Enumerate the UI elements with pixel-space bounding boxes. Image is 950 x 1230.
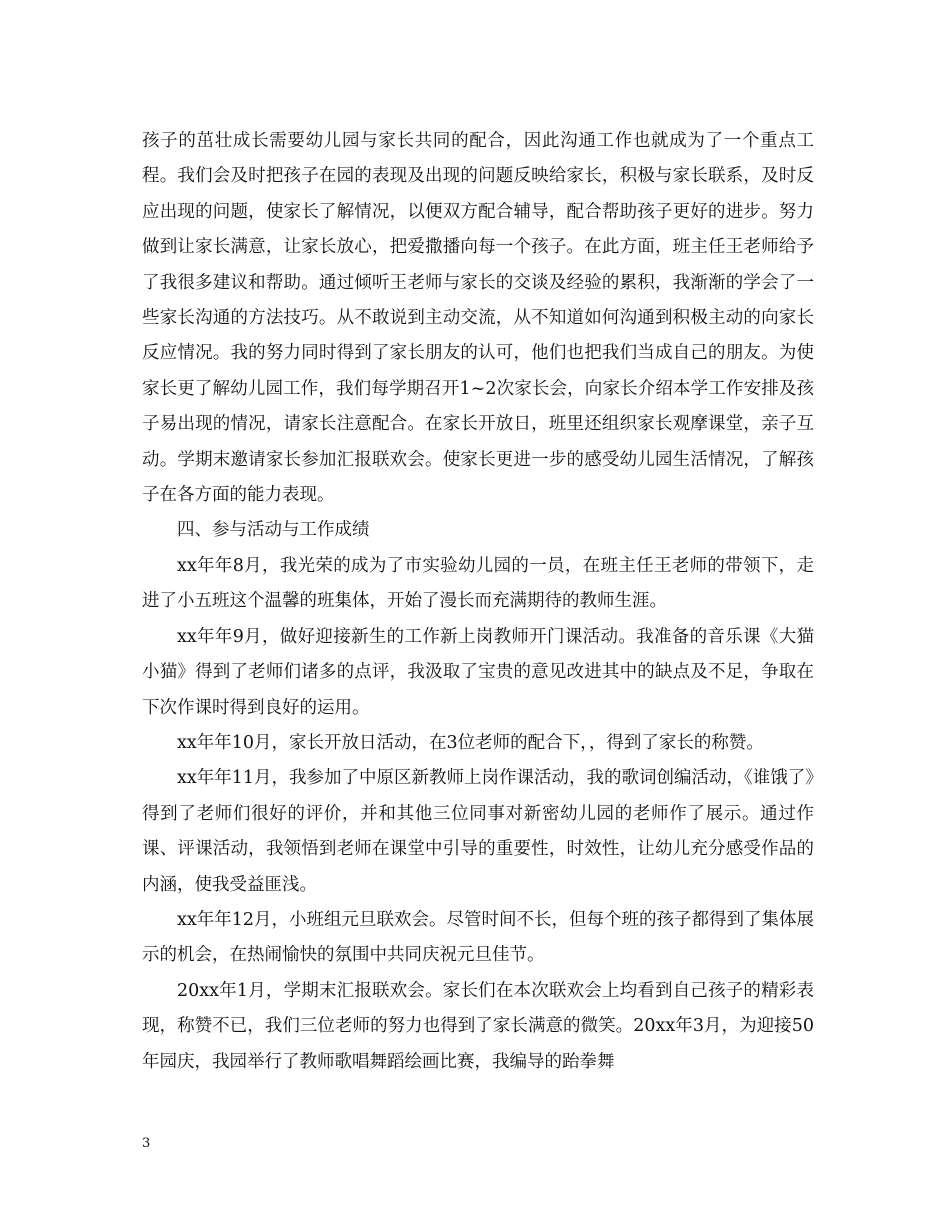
section-heading-activities: 四、参与活动与工作成绩 — [177, 520, 370, 541]
paragraph-january-march: 20xx年1月，学期末汇报联欢会。家长们在本次联欢会上均看到自己孩子的精彩表现，称赞不已，我们三位老师的努力也得到了家长满意的微笑。20xx年3月，为迎接50年园庆，我园举行了教师歌唱舞蹈绘画比赛，我编导的跆拳舞 — [142, 980, 814, 1072]
paragraph-august: xx年年8月，我光荣的成为了市实验幼儿园的一员，在班主任王老师的带领下，走进了小五班这个温馨的班集体，开始了漫长而充满期待的教师生涯。 — [142, 555, 814, 612]
paragraph-parent-communication: 孩子的茁壮成长需要幼儿园与家长共同的配合，因此沟通工作也就成为了一个重点工程。我们会及时把孩子在园的表现及出现的问题反映给家长，积极与家长联系，及时反应出现的问题，使家长了解情况，以便双方配合辅导，配合帮助孩子更好的进步。努力做到让家长满意，让家长放心，把爱撒播向每一个孩子。在此方面，班主任王老师给予了我很多建议和帮助。通过倾听王老师与家长的交谈及经验的累积，我渐渐的学会了一些家长沟通的方法技巧。从不敢说到主动交流，从不知道如何沟通到积极主动的向家长反应情况。我的努力同时得到了家长朋友的认可，他们也把我们当成自己的朋友。为使家长更了解幼儿园工作，我们每学期召开1~2次家长会，向家长介绍本学工作安排及孩子易出现的情况，请家长注意配合。在家长开放日，班里还组织家长观摩课堂，亲子互动。学期末邀请家长参加汇报联欢会。使家长更进一步的感受幼儿园生活情况，了解孩子在各方面的能力表现。 — [142, 131, 814, 506]
page-number: 3 — [142, 1136, 151, 1151]
paragraph-september: xx年年9月，做好迎接新生的工作新上岗教师开门课活动。我准备的音乐课《大猫小猫》得到了老师们诸多的点评，我汲取了宝贵的意见改进其中的缺点及不足，争取在下次作课时得到良好的运用。 — [142, 626, 814, 718]
document-body — [142, 124, 814, 1080]
paragraph-december: xx年年12月，小班组元旦联欢会。尽管时间不长，但每个班的孩子都得到了集体展示的机会，在热闹愉快的氛围中共同庆祝元旦佳节。 — [142, 909, 815, 966]
paragraph-october: xx年年10月，家长开放日活动，在3位老师的配合下，，得到了家长的称赞。 — [177, 732, 764, 753]
paragraph-november: xx年年11月，我参加了中原区新教师上岗作课活动，我的歌词创编活动，《谁饿了》得到了老师们很好的评价，并和其他三位同事对新密幼儿园的老师作了展示。通过作课、评课活动，我领悟到老师在课堂中引导的重要性，时效性，让幼儿充分感受作品的内涵，使我受益匪浅。 — [142, 768, 815, 895]
